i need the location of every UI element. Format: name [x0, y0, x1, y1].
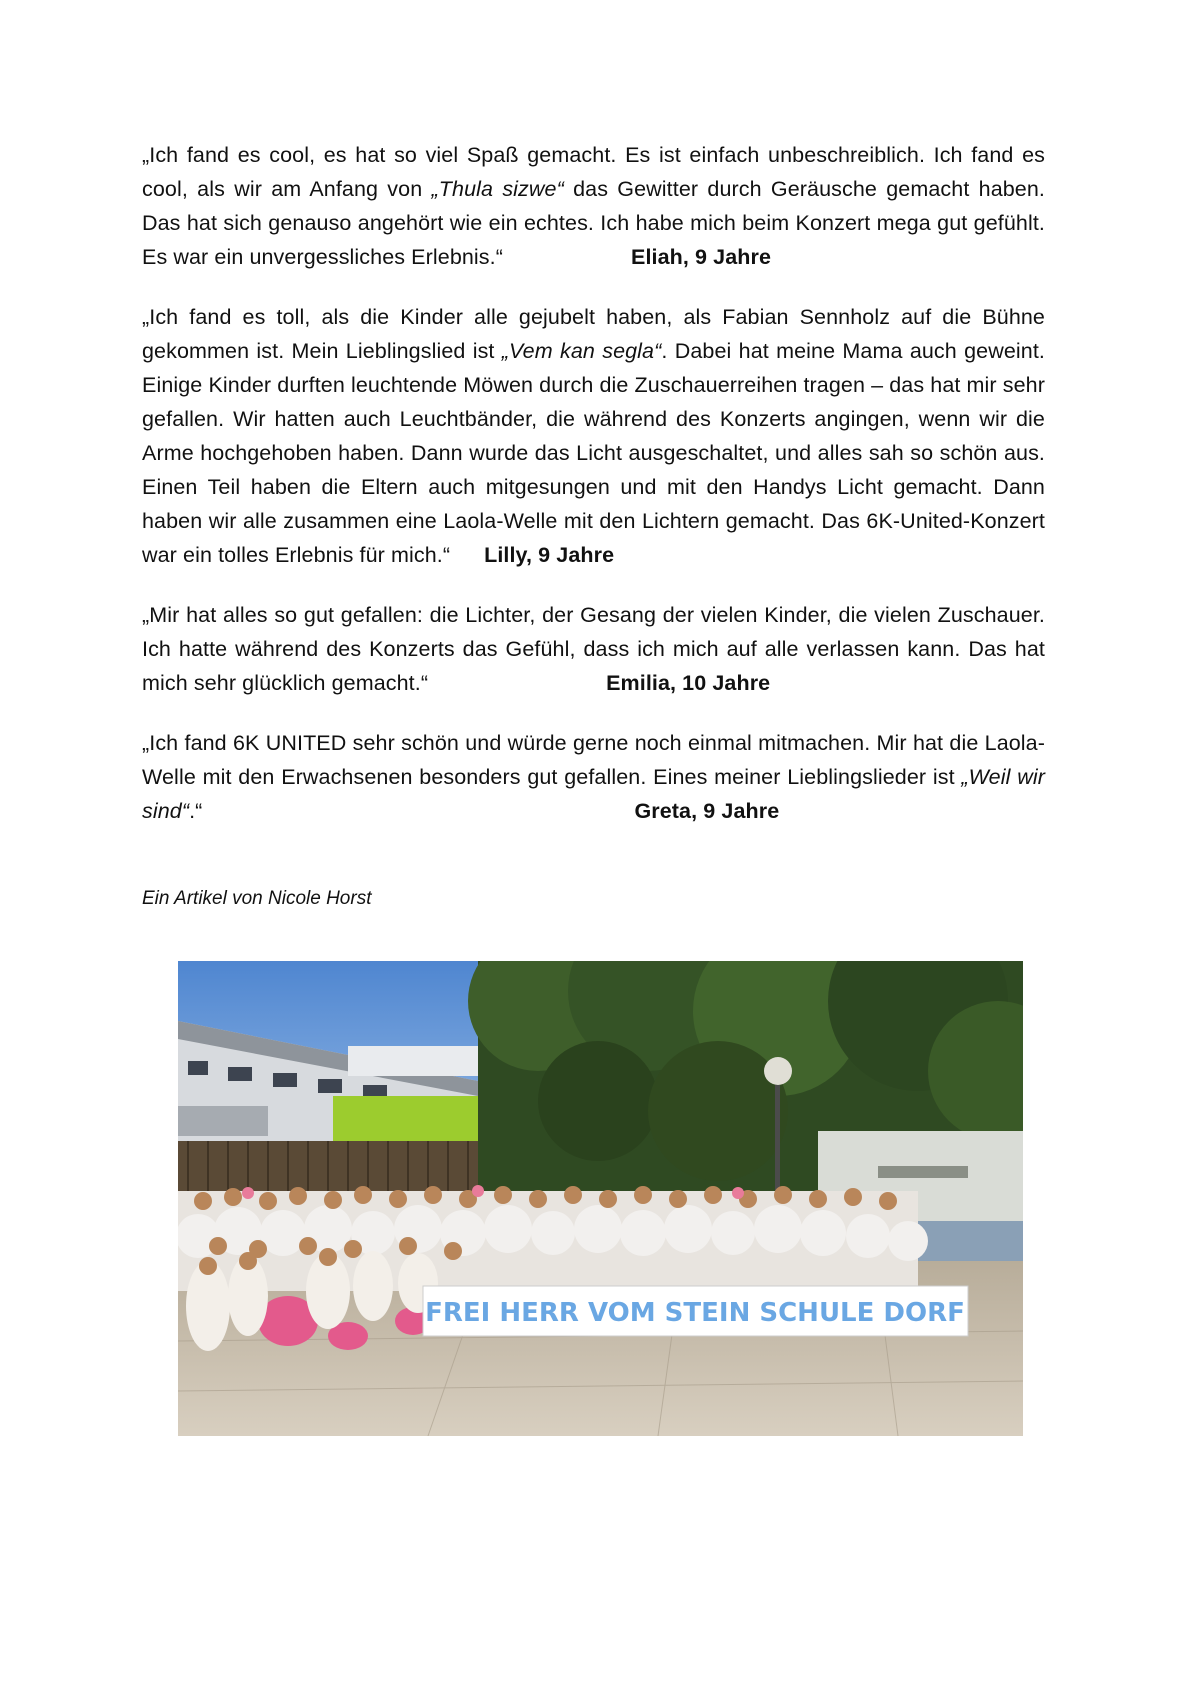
quote-eliah — [142, 138, 1045, 274]
song-title: „Weil wir sind“ — [142, 765, 1045, 823]
school-banner — [423, 1286, 968, 1336]
quote-text: „Ich fand 6K UNITED sehr schön und würde gerne noch einmal mitmachen. Mir hat die Laola-Welle mit den Erwachsenen besonders gut gefallen. Eines meiner Lieblingslieder ist — [142, 731, 1045, 789]
quote-author: Emilia, 10 Jahre — [606, 671, 771, 695]
quote-greta — [142, 726, 1045, 828]
group-photo — [178, 961, 1023, 1436]
quote-lilly — [142, 300, 1045, 572]
article-byline: Ein Artikel von Nicole Horst — [142, 888, 372, 909]
trees — [468, 961, 1023, 1221]
quote-text: . Dabei hat meine Mama auch geweint. Einige Kinder durften leuchtende Möwen durch die Zuschauerreihen tragen – das hat mir sehr gefallen. Wir hatten auch Leuchtbänder, die während des Konzerts angingen, wenn wir die Arme hochgehoben haben. Dann wurde das Licht ausgeschaltet, und alles sah so schön aus. Einen Teil haben die Eltern auch mitgesungen und mit den Handys Licht gemacht. Dann haben wir alle zusammen eine Laola-Welle mit den Lichtern gemacht. Das 6K-United-Konzert war ein tolles Erlebnis für mich.“ — [142, 339, 1045, 567]
song-title: „Vem kan segla“ — [501, 339, 662, 363]
group-photo-illustration — [178, 961, 1023, 1436]
lamp — [764, 1057, 792, 1085]
quote-author: Greta, 9 Jahre — [634, 799, 780, 823]
quote-author: Eliah, 9 Jahre — [631, 245, 772, 269]
article-body — [142, 138, 1045, 854]
quote-text: „Mir hat alles so gut gefallen: die Lichter, der Gesang der vielen Kinder, die vielen Zuschauer. Ich hatte während des Konzerts das Gefühl, dass ich mich auf alle verlassen kann. Das hat mich sehr glücklich gemacht.“ — [142, 603, 1045, 695]
quote-text: „Ich fand es cool, es hat so viel Spaß gemacht. Es ist einfach unbeschreiblich. Ich fand es cool, als wir am Anfang von — [142, 143, 1045, 201]
quote-text: das Gewitter durch Geräusche gemacht haben. Das hat sich genauso angehört wie ein echtes. Ich habe mich beim Konzert mega gut gefühlt. Es war ein unvergessliches Erlebnis.“ — [142, 177, 1045, 269]
quote-text: .“ — [189, 799, 203, 823]
song-title: „Thula sizwe“ — [431, 177, 564, 201]
banner-text: FREI HERR VOM STEIN SCHULE DORF — [425, 1298, 965, 1328]
quote-emilia — [142, 598, 1045, 700]
quote-author: Lilly, 9 Jahre — [484, 543, 615, 567]
quote-text: „Ich fand es toll, als die Kinder alle gejubelt haben, als Fabian Sennholz auf die Bühne gekommen ist. Mein Lieblingslied ist — [142, 305, 1045, 363]
